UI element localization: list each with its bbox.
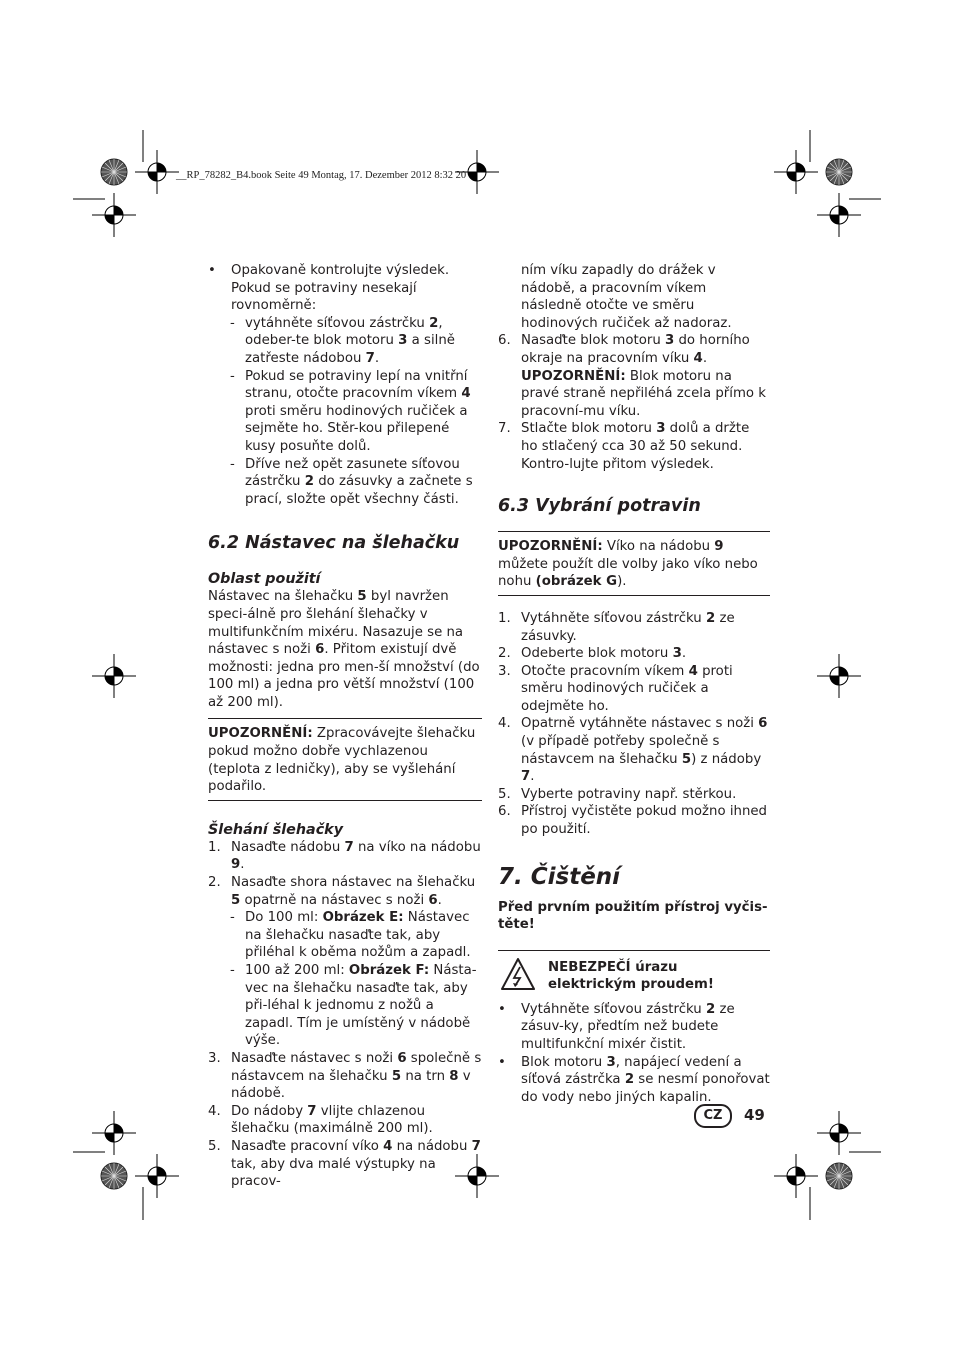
paragraph: Nástavec na šlehačku 5 byl navržen speci-álně pro šlehání šlehačky v multifunkčním mixéru. Nasazuje se na nástavec s noži 6. Přitom existují dvě možnosti: jedna pro men-ší množství (do 100 ml) a jedna pro větší množství (100 až 200 ml). xyxy=(208,589,480,710)
list-item: - Pokud se potraviny lepí na vnitřní stranu, otočte pracovním víkem 4 proti směru hodinových ručiček a sejměte ho. Stěr-kou přilepené kusy posuňte dolů. xyxy=(230,368,471,454)
note-box: UPOZORNĚNÍ: Zpracovávejte šlehačku pokud možno dobře vychlazenou (teplota z ledničky), aby se vyšlehání podařilo. xyxy=(208,726,476,795)
crosshair-mid-right xyxy=(817,654,861,698)
crosshair-bottom-left-2 xyxy=(135,1154,179,1198)
divider xyxy=(498,595,770,596)
subsection-heading: Oblast použití xyxy=(208,571,321,588)
crosshair-top-right xyxy=(774,150,818,194)
list-item: 3. Otočte pracovním víkem 4 proti směru hodinových ručiček a odejměte ho. xyxy=(498,663,733,714)
list-item: 4. Do nádoby 7 vlijte chlazenou šlehačku (maximálně 200 ml). xyxy=(208,1103,433,1137)
note-box: UPOZORNĚNÍ: Víko na nádobu 9 můžete použít dle volby jako víko nebo nohu (obrázek G). xyxy=(498,539,758,590)
section-heading-7: 7. Čištění xyxy=(498,863,621,890)
electric-hazard-icon xyxy=(500,957,536,991)
list-item: - vytáhněte síťovou zástrčku 2, odeber-te blok motoru 3 a silně zatřeste nádobou 7. xyxy=(230,315,455,366)
divider xyxy=(208,800,482,801)
list-item: 5. Nasaďte pracovní víko 4 na nádobu 7 tak, aby dva malé výstupky na pracov- xyxy=(208,1138,481,1190)
inline-note: UPOZORNĚNÍ: Blok motoru na pravé straně nepřiléhá zcela přímo k pracovní-mu víku. xyxy=(521,368,766,419)
star-target-bottom-right xyxy=(826,1163,852,1189)
list-item: 5. Vyberte potraviny např. stěrkou. xyxy=(498,786,737,802)
star-target-top-left xyxy=(101,159,127,185)
removal-steps xyxy=(498,610,770,839)
list-item: - 100 až 200 ml: Obrázek F: Násta-vec na šlehačku nasaďte tak, aby při-léhal k jednomu z nožů a zapadl. Tím je umístěný v nádobě výše. xyxy=(230,963,477,1049)
crosshair-top-right-2 xyxy=(817,193,861,237)
warning-intro: Před prvním použitím přístroj vyčis-těte! xyxy=(498,899,768,933)
crosshair-bottom-right-2 xyxy=(817,1111,861,1155)
page-number: 49 xyxy=(744,1106,765,1124)
crosshair-top-left-2 xyxy=(92,193,136,237)
list-item: - Dříve než opět zasunete síťovou zástrčku 2 do zásuvky a začnete s prací, složte opět všechny části. xyxy=(230,456,473,507)
list-item: 3. Nasaďte nástavec s noži 6 společně s nástavcem na šlehačku 5 na trn 8 v nádobě. xyxy=(208,1050,482,1102)
list-item: 2. Nasaďte shora nástavec na šlehačku 5 opatrně na nástavec s noži 6. xyxy=(208,875,476,908)
list-item: • Blok motoru 3, napájecí vedení a síťová zástrčka 2 se nesmí ponořovat do vody nebo jiných kapalin. xyxy=(498,1054,770,1105)
list-item: 2. Odeberte blok motoru 3. xyxy=(498,646,687,662)
list-item: • Opakovaně kontrolujte výsledek. Pokud se potraviny nesekají rovnoměrně: xyxy=(208,263,450,314)
crosshair-mid-left xyxy=(92,654,136,698)
list-item: - Do 100 ml: Obrázek E: Nástavec na šlehačku nasaďte tak, aby přiléhal k oběma nožům a zapadl. xyxy=(230,910,471,961)
section-heading-6-3: 6.3 Vybrání potravin xyxy=(498,496,701,517)
print-header-line: __RP_78282_B4.book Seite 49 Montag, 17. Dezember 2012 8:32 20 xyxy=(176,170,467,181)
right-column xyxy=(498,262,770,1106)
crosshair-top-left xyxy=(135,150,179,194)
list-item: 6. Přístroj vyčistěte pokud možno ihned po použití. xyxy=(498,804,767,838)
language-badge: CZ xyxy=(694,1104,732,1128)
star-target-top-right xyxy=(826,159,852,185)
star-target-bottom-left xyxy=(101,1163,127,1189)
list-item: • Vytáhněte síťovou zástrčku 2 ze zásuv-ky, předtím než budete multifunkční mixér čistit. xyxy=(498,1001,735,1052)
danger-text: NEBEZPEČÍ úrazu elektrickým proudem! xyxy=(548,959,714,993)
subsection-heading: Šlehání šlehačky xyxy=(208,821,344,838)
left-column xyxy=(208,262,482,1191)
list-item: 7. Stlačte blok motoru 3 dolů a držte ho stlačený cca 30 až 50 sekund. Kontro-lujte přitom výsledek. xyxy=(498,421,750,472)
list-item: 1. Vytáhněte síťovou zástrčku 2 ze zásuvky. xyxy=(498,610,735,644)
section-heading-6-2: 6.2 Nástavec na šlehačku xyxy=(208,533,460,554)
crosshair-bottom-right xyxy=(774,1154,818,1198)
list-item: 6. Nasaďte blok motoru 3 do horního okraje na pracovním víku 4. xyxy=(498,333,750,366)
danger-block xyxy=(498,951,770,997)
list-item: 1. Nasaďte nádobu 7 na víko na nádobu 9. xyxy=(208,839,481,873)
crosshair-bottom-left xyxy=(92,1111,136,1155)
list-item-continued: ním víku zapadly do drážek v nádobě, a pracovním víkem následně otočte ve směru hodinových ručiček až nadoraz. xyxy=(521,263,732,331)
list-item: 4. Opatrně vytáhněte nástavec s noži 6 (v případě potřeby společně s nástavcem na šlehačku 5) z nádoby 7. xyxy=(498,716,768,785)
